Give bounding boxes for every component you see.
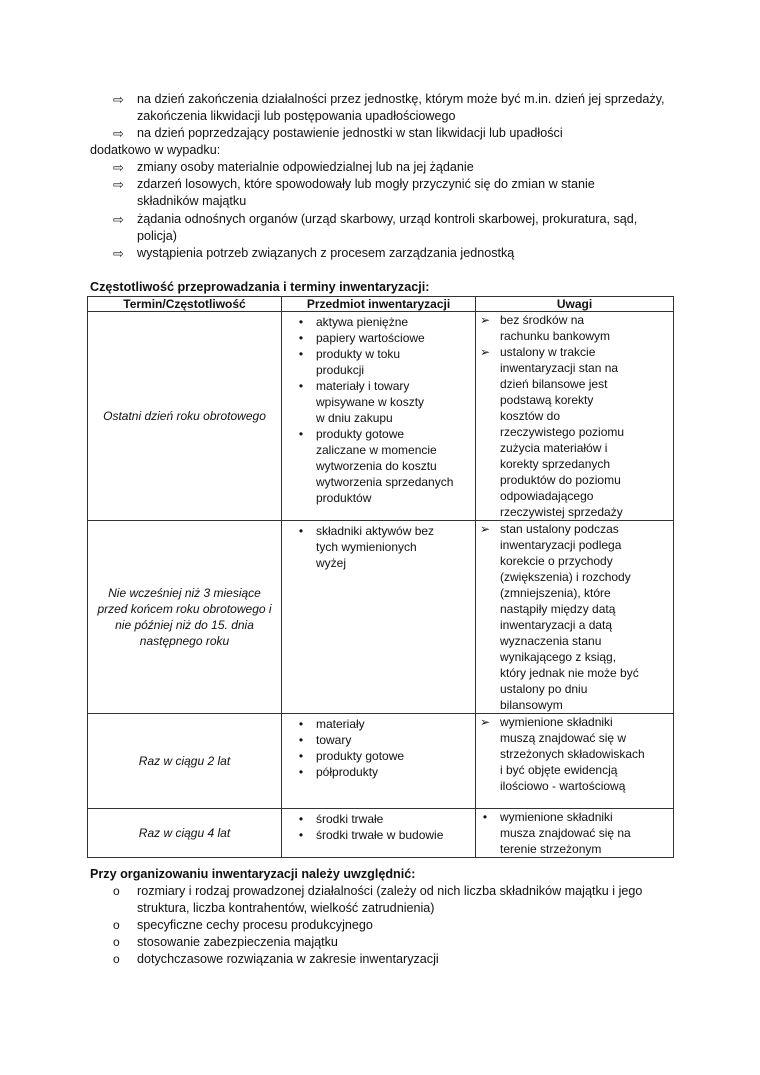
list-item: • środki trwałe w budowie bbox=[282, 827, 475, 843]
bullet-icon: • bbox=[298, 828, 304, 842]
bullet-icon: • bbox=[298, 379, 304, 393]
list-item-line: struktura, liczba kontrahentów, wielkość zatrudnienia) bbox=[137, 901, 435, 915]
list-item: ➢ stan ustalony podczas inwentaryzacji podlega korekcie o przychody (zwiększenia) i rozchody (zmniejszenia), które nastąpiły między datą inwentaryzacji a datą wyznaczenia stanu wynikającego z ksiąg, który jednak nie może być ustalony po dniu bilansowym bbox=[479, 522, 639, 712]
term-cell: Raz w ciągu 4 lat bbox=[88, 809, 282, 858]
term-cell: Ostatni dzień roku obrotowego bbox=[88, 312, 282, 521]
circle-bullet-icon: o bbox=[113, 952, 120, 966]
table-row bbox=[88, 809, 674, 858]
arrow-bullet-icon: ⇨ bbox=[113, 92, 124, 107]
list-item: • produkty gotowe zaliczane w momencie wytworzenia do kosztu wytworzenia sprzedanych produktów bbox=[282, 426, 456, 506]
arrow-bullet-icon: ➢ bbox=[479, 715, 491, 729]
arrow-bullet-icon: ⇨ bbox=[113, 160, 124, 175]
circle-bullet-icon: o bbox=[113, 935, 120, 949]
subjects-cell bbox=[282, 312, 476, 521]
list-item: • składniki aktywów bez tych wymienionych wyżej bbox=[282, 523, 446, 571]
list-item: ➢ wymienione składniki muszą znajdować się w strzeżonych składowiskach i być objęte ewidencją ilościowo - wartościową bbox=[479, 715, 645, 793]
arrow-bullet-icon: ⇨ bbox=[113, 246, 124, 261]
list-item-line: rozmiary i rodzaj prowadzonej działalności (zależy od nich liczba składników majątku i jego bbox=[137, 884, 643, 898]
notes-cell bbox=[476, 809, 674, 858]
subjects-cell bbox=[282, 809, 476, 858]
list-item-line: żądania odnośnych organów (urząd skarbowy, urząd kontroli skarbowej, prokuratura, sąd, bbox=[137, 212, 638, 226]
term-cell: Raz w ciągu 2 lat bbox=[88, 714, 282, 809]
table-row bbox=[88, 714, 674, 809]
table-row bbox=[88, 312, 674, 521]
subjects-cell bbox=[282, 714, 476, 809]
table-row bbox=[88, 521, 674, 714]
column-header: Przedmiot inwentaryzacji bbox=[282, 297, 476, 312]
term-cell: Nie wcześniej niż 3 miesiące przed końcem roku obrotowego i nie później niż do 15. dnia następnego roku bbox=[88, 521, 282, 714]
list-item: • produkty w toku produkcji bbox=[282, 346, 416, 378]
list-item-line: zmiany osoby materialnie odpowiedzialnej lub na jej żądanie bbox=[137, 160, 474, 174]
bullet-icon: • bbox=[298, 733, 304, 747]
arrow-bullet-icon: ⇨ bbox=[113, 177, 124, 192]
notes-cell bbox=[476, 521, 674, 714]
notes-cell bbox=[476, 714, 674, 809]
circle-bullet-icon: o bbox=[113, 884, 120, 898]
column-header: Termin/Częstotliwość bbox=[88, 297, 282, 312]
table-heading: Częstotliwość przeprowadzania i terminy inwentaryzacji: bbox=[90, 280, 430, 294]
list-item-line: zdarzeń losowych, które spowodowały lub mogły przyczynić się do zmian w stanie bbox=[137, 177, 595, 191]
column-header: Uwagi bbox=[476, 297, 674, 312]
list-item-line: na dzień poprzedzający postawienie jednostki w stan likwidacji lub upadłości bbox=[137, 126, 563, 140]
organize-heading: Przy organizowaniu inwentaryzacji należy uwzględnić: bbox=[90, 867, 416, 881]
bullet-icon: • bbox=[298, 427, 304, 441]
list-item-line: specyficzne cechy procesu produkcyjnego bbox=[137, 918, 373, 932]
notes-cell bbox=[476, 312, 674, 521]
list-item: • wymienione składniki musza znajdować się na terenie strzeżonym bbox=[476, 809, 640, 857]
inventory-table bbox=[87, 296, 674, 858]
list-item: • papiery wartościowe bbox=[282, 330, 446, 346]
list-item-line: stosowanie zabezpieczenia majątku bbox=[137, 935, 338, 949]
arrow-bullet-icon: ➢ bbox=[479, 522, 491, 536]
bullet-icon: • bbox=[298, 315, 304, 329]
arrow-bullet-icon: ➢ bbox=[479, 345, 491, 359]
list-item: • materiały bbox=[282, 716, 475, 732]
arrow-bullet-icon: ⇨ bbox=[113, 212, 124, 227]
list-item: • materiały i towary wpisywane w koszty w dniu zakupu bbox=[282, 378, 426, 426]
bullet-icon: • bbox=[298, 524, 304, 538]
bullet-icon: • bbox=[298, 812, 304, 826]
list-item: • aktywa pieniężne bbox=[282, 314, 446, 330]
bullet-icon: • bbox=[482, 810, 488, 824]
list-item-line: składników majątku bbox=[137, 194, 247, 208]
list-item-line: wystąpienia potrzeb związanych z procesem zarządzania jednostką bbox=[137, 246, 515, 260]
circle-bullet-icon: o bbox=[113, 918, 120, 932]
list-item: • półprodukty bbox=[282, 764, 475, 780]
arrow-bullet-icon: ⇨ bbox=[113, 126, 124, 141]
list-item-line: na dzień zakończenia działalności przez jednostkę, którym może być m.in. dzień jej sprzedaży, bbox=[137, 92, 665, 106]
list-item-line: zakończenia likwidacji lub postępowania upadłościowego bbox=[137, 109, 456, 123]
list-item: • środki trwałe bbox=[282, 811, 475, 827]
bullet-icon: • bbox=[298, 331, 304, 345]
list-item: ➢ ustalony w trakcie inwentaryzacji stan na dzień bilansowe jest podstawą korekty kosztów do rzeczywistego poziomu zużycia materiałów i korekty sprzedanych produktów do poziomu odpowiadającego rzeczywistej sprzedaży bbox=[479, 345, 625, 519]
list-item: • towary bbox=[282, 732, 475, 748]
table-header-row bbox=[88, 297, 674, 312]
list-item-line: dotychczasowe rozwiązania w zakresie inwentaryzacji bbox=[137, 952, 439, 966]
list-item-line: policja) bbox=[137, 229, 177, 243]
subjects-cell bbox=[282, 521, 476, 714]
arrow-bullet-icon: ➢ bbox=[479, 313, 491, 327]
bullet-icon: • bbox=[298, 717, 304, 731]
bullet-icon: • bbox=[298, 765, 304, 779]
bullet-icon: • bbox=[298, 749, 304, 763]
list-item: • produkty gotowe bbox=[282, 748, 475, 764]
additional-heading: dodatkowo w wypadku: bbox=[90, 143, 221, 157]
bullet-icon: • bbox=[298, 347, 304, 361]
list-item: ➢ bez środków na rachunku bankowym bbox=[479, 313, 611, 343]
